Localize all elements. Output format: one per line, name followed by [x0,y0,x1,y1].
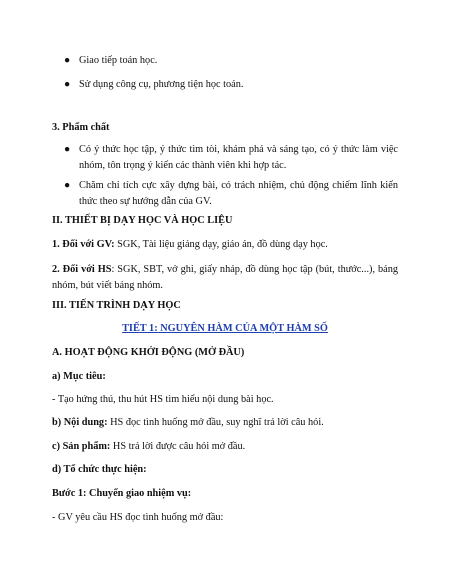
lesson-title: TIẾT 1: NGUYÊN HÀM CỦA MỘT HÀM SỐ [122,323,328,334]
hs-label: 2. Đối với HS [52,264,112,275]
bullet-icon: ● [64,79,71,90]
c-label: c) Sản phẩm: [52,441,111,452]
bullet-icon: ● [64,144,71,155]
section-heading: A. HOẠT ĐỘNG KHỞI ĐỘNG (MỞ ĐẦU) [52,347,245,358]
gv-text: SGK, Tài liệu giảng dạy, giáo án, đồ dùng dạy học. [114,239,328,250]
section-heading: II. THIẾT BỊ DẠY HỌC VÀ HỌC LIỆU [52,215,233,226]
c-text: HS trả lời được câu hỏi mở đầu. [110,441,246,452]
paragraph [52,262,398,294]
bullet-icon: ● [64,180,71,191]
paragraph: - GV yêu cầu HS đọc tình huống mở đầu: [52,512,224,523]
hs-text: : SGK, SBT, vở ghi, giấy nháp, đồ dùng học tập (bút, thước...), bảng nhóm, bút viết bảng nhóm. [52,264,398,291]
b-text: HS đọc tình huống mở đầu, suy nghĩ trả lời câu hỏi. [107,417,324,428]
paragraph [52,416,398,430]
section-heading: 3. Phẩm chất [52,122,110,133]
bullet-icon: ● [64,55,71,66]
bullet-item: Giao tiếp toán học. [79,55,158,66]
subheading: a) Mục tiêu: [52,371,106,382]
b-label: b) Nội dung: [52,417,108,428]
gv-label: 1. Đối với GV: [52,239,115,250]
subheading: Bước 1: Chuyển giao nhiệm vụ: [52,488,192,499]
subheading: d) Tổ chức thực hiện: [52,464,147,475]
bullet-item: Chăm chỉ tích cực xây dựng bài, có trách nhiệm, chủ động chiếm lĩnh kiến thức theo sự hướng dẫn của GV. [79,180,398,207]
paragraph [52,440,398,454]
paragraph [52,238,398,252]
bullet-item: Có ý thức học tập, ý thức tìm tòi, khám phá và sáng tạo, có ý thức làm việc nhóm, tôn trọng ý kiến các thành viên khi hợp tác. [79,144,398,171]
bullet-item: Sử dụng công cụ, phương tiện học toán. [79,79,244,90]
section-heading: III. TIẾN TRÌNH DẠY HỌC [52,300,181,311]
paragraph: - Tạo hứng thú, thu hút HS tìm hiểu nội dung bài học. [52,394,274,405]
